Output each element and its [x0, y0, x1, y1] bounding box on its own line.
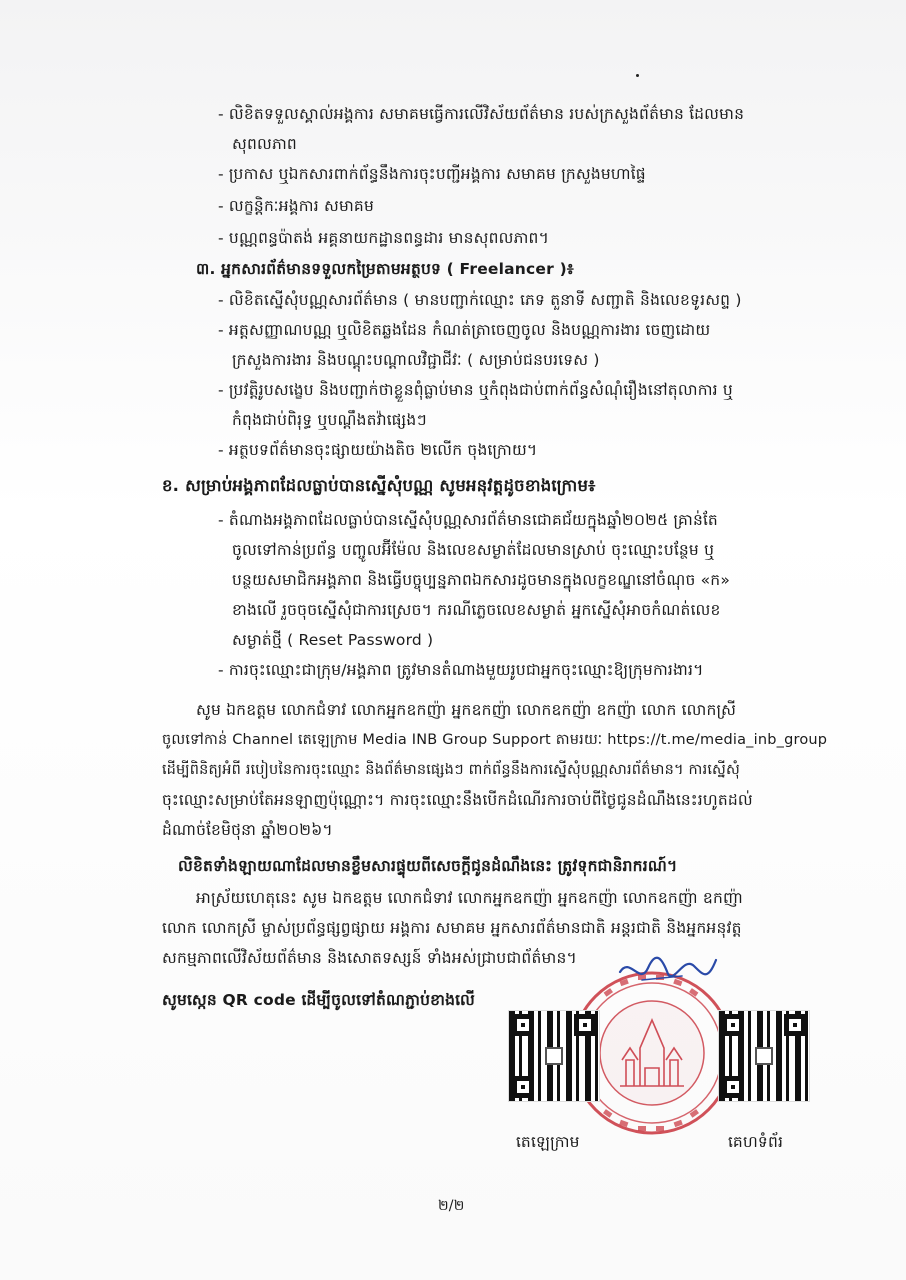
paragraph-line: ដើម្បីពិនិត្យអំពី របៀបនៃការចុះឈ្មោះ និងព័ត៌មានផ្សេងៗ ពាក់ព័ន្ធនឹងការស្នើសុំបណ្ណសារព័ត៌មាន។ ការស្នើសុំ	[162, 762, 740, 778]
bullet-line: - លិខិតទទួលស្គាល់អង្គការ សមាគមធ្វើការលើវិស័យព័ត៌មាន របស់ក្រសួងព័ត៌មាន ដែលមាន	[218, 105, 745, 123]
bullet-line: - ការចុះឈ្មោះជាក្រុម/អង្គភាព ត្រូវមានតំណាងមួយរូបជាអ្នកចុះឈ្មោះឱ្យក្រុមការងារ។	[218, 661, 704, 679]
paragraph-line: សូម ឯកឧត្តម លោកជំទាវ លោកអ្នកឧកញ៉ា អ្នកឧកញ៉ា លោកឧកញ៉ា ឧកញ៉ា លោក លោកស្រី	[196, 701, 737, 719]
bullet-line: - ប្រវត្តិរូបសង្ខេប និងបញ្ជាក់ថាខ្លួនពុំធ្លាប់មាន ឬកំពុងជាប់ពាក់ព័ន្ធសំណុំរឿងនៅតុលាការ ឬ	[218, 381, 733, 399]
bullet-line: - លក្ខន្តិកៈអង្គការ សមាគម	[218, 197, 375, 215]
section-heading-freelancer: ៣. អ្នកសារព័ត៌មានទទួលកម្រៃតាមអត្ថបទ ( Freelancer )៖	[196, 260, 574, 278]
paragraph-line: ចុះឈ្មោះសម្រាប់តែអនឡាញប៉ុណ្ណោះ។ ការចុះឈ្មោះនឹងបើកដំណើរការចាប់ពីថ្ងៃជូនដំណឹងនេះរហូតដល់	[162, 791, 753, 809]
paragraph-line: លោក លោកស្រី ម្ចាស់ប្រព័ន្ធផ្សព្វផ្សាយ អង្គការ សមាគម អ្នកសារព័ត៌មានជាតិ អន្តរជាតិ និងអ្នកអនុវត្ត	[162, 919, 742, 937]
continued-line: ក្រសួងការងារ និងបណ្តុះបណ្តាលវិជ្ជាជីវៈ ( សម្រាប់ជនបរទេស )	[232, 351, 600, 369]
continued-line: កំពុងជាប់ពិរុទ្ធ ឬបណ្តឹងតវ៉ាផ្សេងៗ	[232, 411, 427, 429]
bullet-line: - ប្រកាស ឬឯកសារពាក់ព័ន្ធនឹងការចុះបញ្ជីអង្គការ សមាគម ក្រសួងមហាផ្ទៃ	[218, 165, 646, 183]
continued-line: ចូលទៅកាន់ប្រព័ន្ធ បញ្ចូលអ៊ីម៉ែល និងលេខសម្ងាត់ដែលមានស្រាប់ ចុះឈ្មោះបន្ថែម ឬ	[232, 541, 715, 559]
stray-dot	[636, 74, 639, 77]
signature	[612, 950, 722, 990]
continued-line: ខាងលើ រួចចុចស្នើសុំជាការស្រេច។ ករណីភ្លេចលេខសម្ងាត់ អ្នកស្នើសុំអាចកំណត់លេខ	[232, 601, 721, 619]
page-number: ២/២	[438, 1198, 465, 1214]
bullet-line: - អត្តសញ្ញាណបណ្ណ ឬលិខិតឆ្លងដែន កំណត់ត្រាចេញចូល និងបណ្ណការងារ ចេញដោយ	[218, 321, 711, 339]
telegram-qr-code[interactable]	[508, 1010, 600, 1102]
paragraph-line: ដំណាច់ខែមិថុនា ឆ្នាំ២០២៦។	[162, 821, 333, 839]
qr-instruction: សូមស្កេន QR code ដើម្បីចូលទៅតំណភ្ជាប់ខាងលើ	[162, 991, 475, 1009]
continued-line: សម្ងាត់ថ្មី ( Reset Password )	[232, 631, 434, 649]
section-heading-previous-applicants: ខ. សម្រាប់អង្គភាពដែលធ្លាប់បានស្នើសុំបណ្ណ សូមអនុវត្តដូចខាងក្រោម៖	[162, 476, 596, 495]
qr-label-website: គេហទំព័រ	[728, 1133, 784, 1151]
nullification-statement: លិខិតទាំងឡាយណាដែលមានខ្លឹមសារផ្ទុយពីសេចក្តីជូនដំណឹងនេះ ត្រូវទុកជានិរាករណ៍។	[178, 857, 678, 875]
bullet-line: - អត្ថបទព័ត៌មានចុះផ្សាយយ៉ាងតិច ២លើក ចុងក្រោយ។	[218, 441, 538, 459]
paragraph-line: អាស្រ័យហេតុនេះ សូម ឯកឧត្តម លោកជំទាវ លោកអ្នកឧកញ៉ា អ្នកឧកញ៉ា លោកឧកញ៉ា ឧកញ៉ា	[196, 889, 743, 907]
bullet-line: - លិខិតស្នើសុំបណ្ណសារព័ត៌មាន ( មានបញ្ជាក់ឈ្មោះ ភេទ តួនាទី សញ្ជាតិ និងលេខទូរសព្ទ )	[218, 291, 742, 309]
bullet-line: - តំណាងអង្គភាពដែលធ្លាប់បានស្នើសុំបណ្ណសារព័ត៌មានជោគជ័យក្នុងឆ្នាំ២០២៥ គ្រាន់តែ	[218, 511, 718, 529]
paragraph-line-with-link: ចូលទៅកាន់ Channel តេឡេក្រាម Media INB Group Support តាមរយៈ https://t.me/media_inb_group	[162, 732, 828, 748]
continued-line: បន្ថយសមាជិកអង្គភាព និងធ្វើបច្ចុប្បន្នភាពឯកសារដូចមានក្នុងលក្ខខណ្ឌនៅចំណុច «ក»	[232, 571, 731, 589]
website-qr-code[interactable]	[718, 1010, 810, 1102]
continued-line: សុពលភាព	[232, 135, 297, 153]
paragraph-line: សកម្មភាពលើវិស័យព័ត៌មាន និងសោតទស្សន៍ ទាំងអស់ជ្រាបជាព័ត៌មាន។	[162, 949, 577, 967]
qr-label-telegram: តេឡេក្រាម	[516, 1133, 580, 1151]
bullet-line: - បណ្ណពន្ធប៉ាតង់ អគ្គនាយកដ្ឋានពន្ធដារ មានសុពលភាព។	[218, 229, 550, 247]
